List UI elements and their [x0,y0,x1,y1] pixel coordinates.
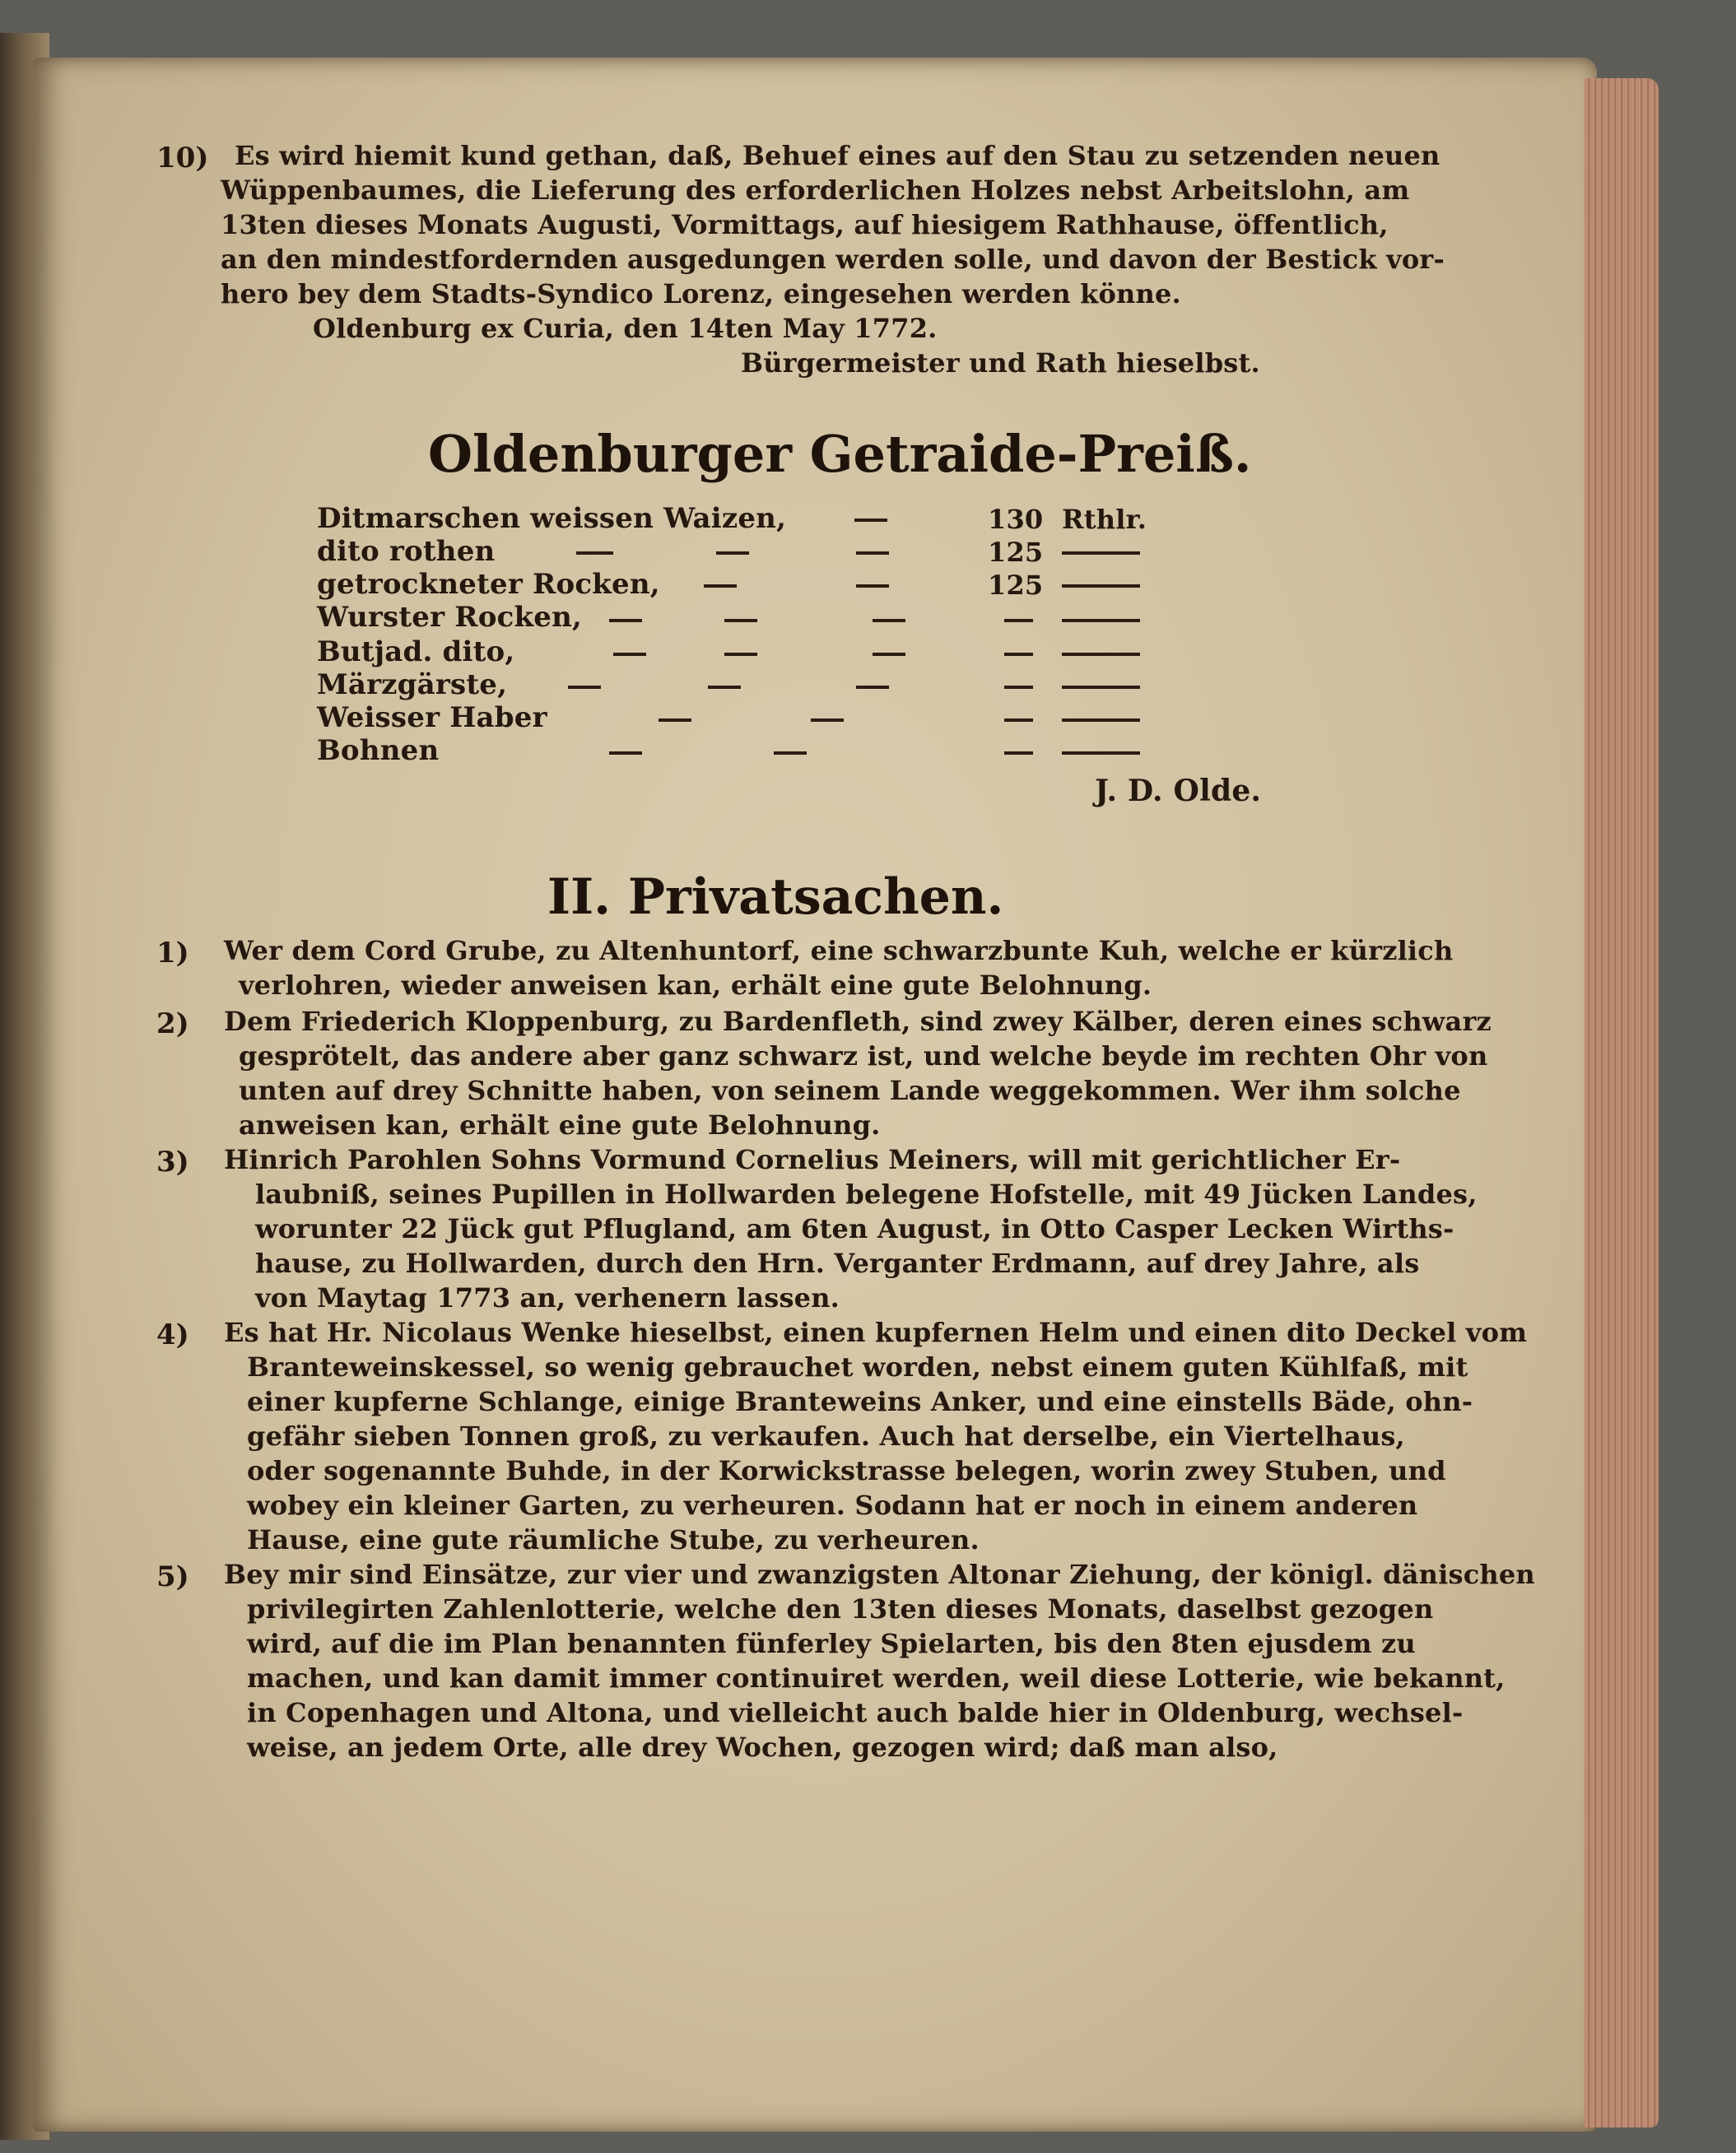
private-item-line: Wer dem Cord Grube, zu Altenhuntorf, eine schwarzbunte Kuh, welche er kürzlich [224,935,1454,966]
notice-10-line-1: Es wird hiemit kund gethan, daß, Behuef eines auf den Stau zu setzenden neuen [235,140,1440,171]
ditto-dash [774,751,807,755]
ditto-dash [1062,551,1140,555]
grain-prices-signature: J. D. Olde. [1095,774,1262,808]
private-item-line: oder sogenannte Buhde, in der Korwickstrasse belegen, worin zwey Stuben, und [247,1455,1446,1486]
ditto-dash [716,551,749,555]
private-item-line: Branteweinskessel, so wenig gebrauchet worden, nebst einem guten Kühlfaß, mit [247,1351,1468,1383]
ditto-dash [1062,619,1140,622]
private-item-line: Es hat Hr. Nicolaus Wenke hieselbst, einen kupfernen Helm und einen dito Deckel vom [224,1317,1528,1348]
private-item-line: weise, an jedem Orte, alle drey Wochen, gezogen wird; daß man also, [247,1732,1278,1763]
grain-row-name: Ditmarschen weissen Waizen, [317,502,787,535]
grain-row-name: Bohnen [317,734,440,767]
grain-row-name: Wurster Rocken, [317,601,583,634]
ditto-dash [873,653,905,656]
ditto-dash [856,686,889,689]
ditto-dash [856,584,889,588]
private-item-line: Bey mir sind Einsätze, zur vier und zwanzigsten Altonar Ziehung, der königl. dänischen [224,1559,1535,1590]
private-item-line: gesprötelt, das andere aber ganz schwarz ist, und welche beyde im rechten Ohr von [239,1040,1488,1072]
notice-10-signature: Bürgermeister und Rath hieselbst. [741,347,1260,379]
ditto-dash [1004,751,1033,755]
private-item-number: 4) [156,1318,189,1351]
private-item-number: 5) [156,1560,189,1593]
ditto-dash [1062,686,1140,689]
ditto-dash [724,619,757,622]
ditto-dash [854,518,887,522]
ditto-dash [613,653,646,656]
grain-prices-title: Oldenburger Getraide-Preiß. [428,424,1252,484]
ditto-dash [1062,718,1140,722]
private-item-line: privilegirten Zahlenlotterie, welche den 13ten dieses Monats, daselbst gezogen [247,1593,1434,1625]
private-item-line: gefähr sieben Tonnen groß, zu verkaufen. Auch hat derselbe, ein Viertelhaus, [247,1421,1405,1452]
private-item-line: einer kupferne Schlange, einige Branteweins Anker, und eine einstells Bäde, ohn- [247,1386,1473,1417]
ditto-dash [1062,751,1140,755]
private-item-line: unten auf drey Schnitte haben, von seinem Lande weggekommen. Wer ihm solche [239,1075,1461,1106]
ditto-dash [1062,584,1140,588]
private-item-line: machen, und kan damit immer continuiret werden, weil diese Lotterie, wie bekannt, [247,1662,1506,1694]
grain-row-name: getrockneter Rocken, [317,568,660,601]
ditto-dash [609,619,642,622]
grain-row-name: dito rothen [317,535,496,568]
ditto-dash [811,718,844,722]
private-item-line: laubniß, seines Pupillen in Hollwarden belegene Hofstelle, mit 49 Jücken Landes, [255,1179,1478,1210]
page-stack-edge [1585,78,1659,2127]
ditto-dash [704,584,737,588]
private-item-line: hause, zu Hollwarden, durch den Hrn. Verganter Erdmann, auf drey Jahre, als [255,1248,1420,1279]
ditto-dash [856,551,889,555]
ditto-dash [1004,686,1033,689]
private-item-line: verlohren, wieder anweisen kan, erhält eine gute Belohnung. [239,970,1152,1001]
private-item-line: worunter 22 Jück gut Pflugland, am 6ten August, in Otto Casper Lecken Wirths- [255,1213,1454,1244]
ditto-dash [708,686,741,689]
private-item-line: anweisen kan, erhält eine gute Belohnung. [239,1109,881,1141]
ditto-dash [1062,653,1140,656]
grain-row-unit: Rthlr. [1062,504,1147,535]
ditto-dash [609,751,642,755]
notice-10-line-4: an den mindestfordernden ausgedungen werden solle, und davon der Bestick vor- [221,244,1445,275]
private-item-line: Dem Friederich Kloppenburg, zu Bardenfleth, sind zwey Kälber, deren eines schwarz [224,1006,1492,1037]
private-item-number: 2) [156,1007,189,1040]
ditto-dash [1004,718,1033,722]
notice-10-line-5: hero bey dem Stadts-Syndico Lorenz, eingesehen werden könne. [221,278,1181,309]
private-item-line: von Maytag 1773 an, verhenern lassen. [255,1282,840,1314]
notice-10-line-3: 13ten dieses Monats Augusti, Vormittags, auf hiesigem Rathhause, öffentlich, [221,209,1389,240]
grain-row-price: 125 [988,570,1044,601]
private-item-line: wird, auf die im Plan benannten fünferley Spielarten, bis den 8ten ejusdem zu [247,1628,1416,1659]
grain-row-price: 130 [988,504,1044,535]
ditto-dash [1004,653,1033,656]
notice-10-line-2: Wüppenbaumes, die Lieferung des erforderlichen Holzes nebst Arbeitslohn, am [221,174,1410,206]
ditto-dash [659,718,691,722]
private-item-line: wobey ein kleiner Garten, zu verheuren. Sodann hat er noch in einem anderen [247,1490,1418,1521]
private-item-number: 1) [156,937,189,970]
ditto-dash [1004,619,1033,622]
ditto-dash [724,653,757,656]
grain-row-name: Butjad. dito, [317,635,515,668]
grain-row-name: Märzgärste, [317,668,508,701]
private-item-line: Hause, eine gute räumliche Stube, zu verheuren. [247,1524,980,1555]
notice-10-dateline: Oldenburg ex Curia, den 14ten May 1772. [313,313,938,344]
ditto-dash [576,551,613,555]
private-item-line: in Copenhagen und Altona, und vielleicht auch balde hier in Oldenburg, wechsel- [247,1697,1464,1728]
private-section-title: II. Privatsachen. [547,868,1004,926]
notice-10-number: 10) [156,142,209,174]
grain-row-price: 125 [988,537,1044,568]
private-item-line: Hinrich Parohlen Sohns Vormund Cornelius Meiners, will mit gerichtlicher Er- [224,1144,1401,1175]
private-item-number: 3) [156,1146,189,1179]
ditto-dash [568,686,601,689]
ditto-dash [873,619,905,622]
grain-row-name: Weisser Haber [317,701,547,734]
